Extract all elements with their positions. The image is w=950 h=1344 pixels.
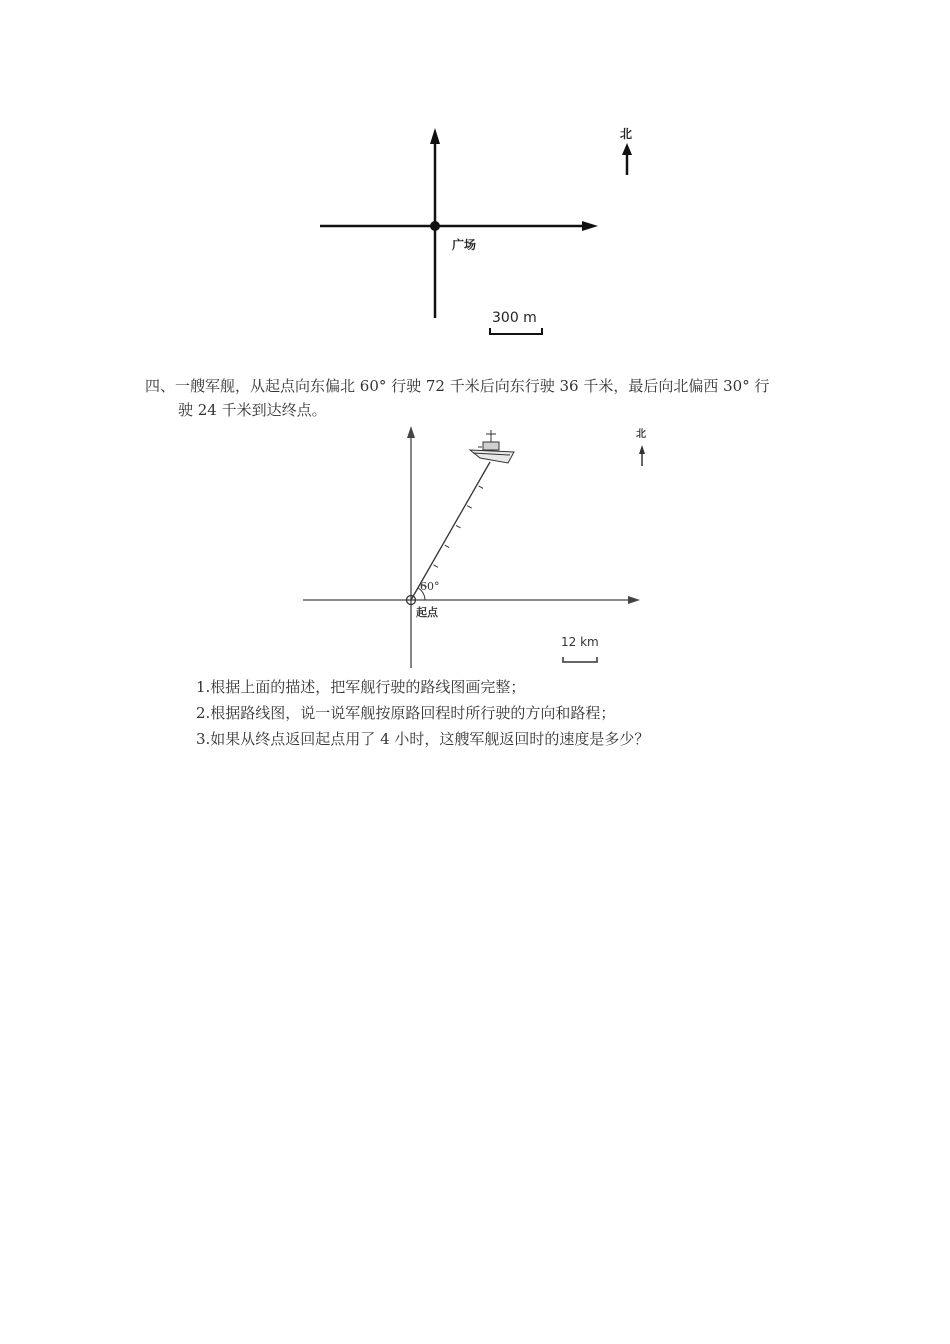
north-arrow-icon-2 xyxy=(639,445,645,454)
angle-label: 60° xyxy=(420,580,440,593)
question-1: 1.根据上面的描述，把军舰行驶的路线图画完整； xyxy=(196,678,526,696)
origin-label: 广场 xyxy=(452,238,477,252)
scale-label-2: 12 km xyxy=(561,635,599,649)
scale-label: 300 m xyxy=(492,310,537,326)
problem-line-1: 四、一艘军舰，从起点向东偏北 60° 行驶 72 千米后向东行驶 36 千米，最后向北偏西 30° 行 xyxy=(145,377,770,395)
vertical-axis-arrow-2 xyxy=(407,426,415,438)
north-label-2: 北 xyxy=(636,429,646,440)
question-2: 2.根据路线图，说一说军舰按原路回程时所行驶的方向和路程； xyxy=(196,704,616,722)
problem-line-2: 驶 24 千米到达终点。 xyxy=(178,401,327,419)
scale-bar-2 xyxy=(563,657,597,662)
question-3: 3.如果从终点返回起点用了 4 小时，这艘军舰返回时的速度是多少？ xyxy=(196,730,650,748)
route-tick-marks xyxy=(422,486,483,587)
start-point-label: 起点 xyxy=(416,606,438,619)
horizontal-axis-arrow-2 xyxy=(628,596,640,604)
warship-icon xyxy=(470,430,514,463)
north-label: 北 xyxy=(620,127,633,141)
